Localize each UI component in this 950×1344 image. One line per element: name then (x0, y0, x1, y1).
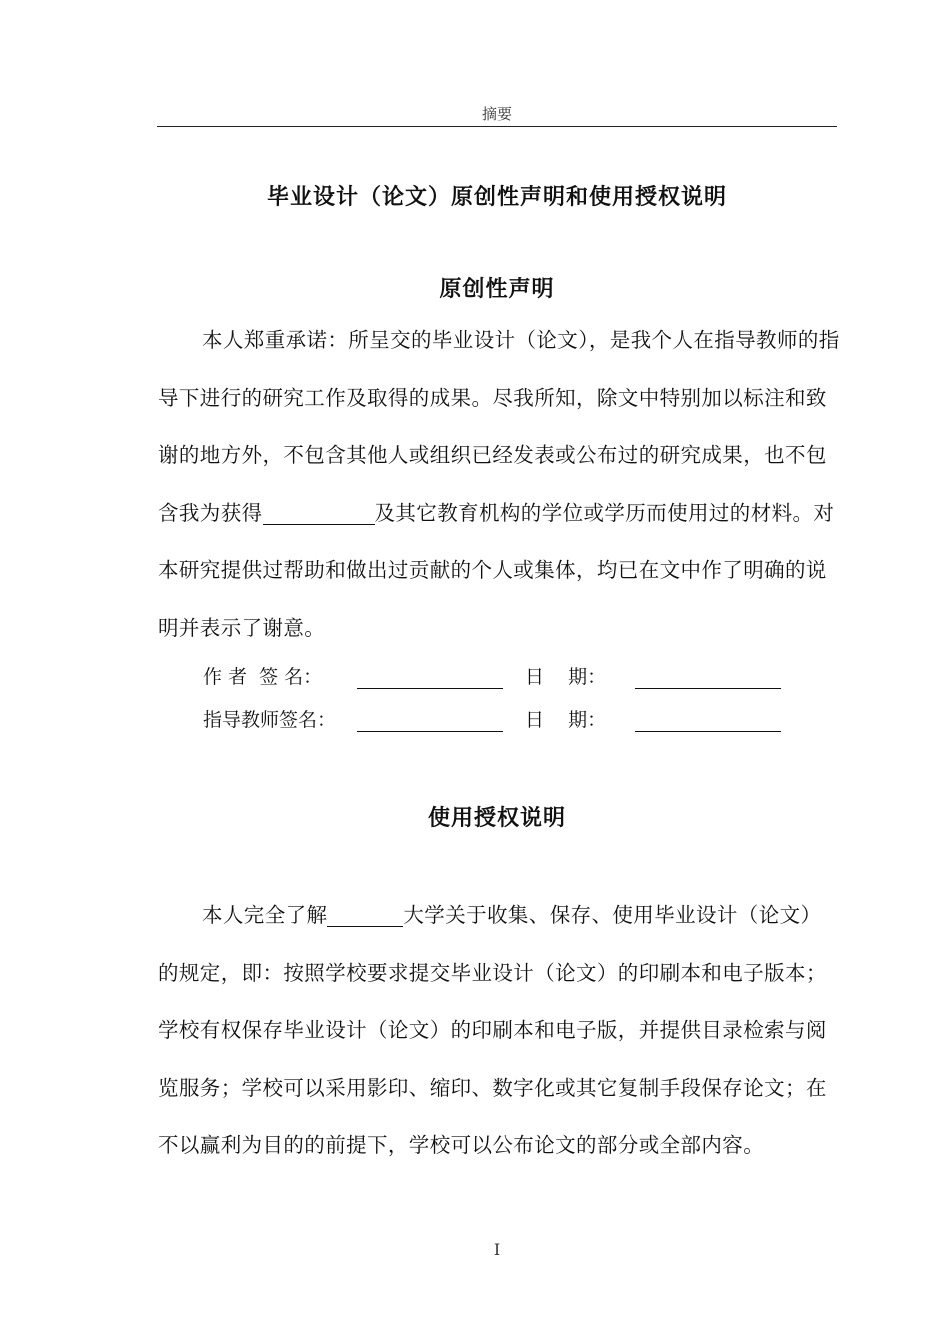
originality-text-part2: 及其它教育机构的学位或学历而使用过的材料。对本研究提供过帮助和做出过贡献的个人或集体，均已在文中作了明确的说明并表示了谢意。 (158, 500, 835, 640)
originality-statement (158, 312, 840, 658)
advisor-date-label: 日 期： (525, 709, 607, 731)
advisor-signature-label: 指导教师签名： (203, 709, 337, 731)
authorization-statement (158, 887, 840, 1175)
document-title: 毕业设计（论文）原创性声明和使用授权说明 (266, 185, 727, 210)
authorization-text-part1: 本人完全了解 (202, 903, 328, 927)
advisor-signature-line (357, 731, 503, 732)
authorization-heading: 使用授权说明 (427, 806, 566, 831)
header-divider (157, 126, 837, 127)
author-signature-line (357, 688, 503, 689)
author-date-label: 日 期： (525, 666, 607, 688)
author-signature-label: 作 者 签 名： (203, 666, 323, 688)
author-date-line (635, 688, 781, 689)
page-number: I (493, 1240, 501, 1259)
page-header: 摘要 (481, 105, 512, 123)
authorization-text-part2: 大学关于收集、保存、使用毕业设计（论文）的规定，即：按照学校要求提交毕业设计（论文）的印刷本和电子版本；学校有权保存毕业设计（论文）的印刷本和电子版，并提供目录检索与阅览服务；学校可以采用影印、缩印、数字化或其它复制手段保存论文；在不以赢利为目的的前提下，学校可以公布论文的部分或全部内容。 (158, 903, 827, 1158)
originality-text-part1: 本人郑重承诺：所呈交的毕业设计（论文），是我个人在指导教师的指导下进行的研究工作及取得的成果。尽我所知，除文中特别加以标注和致谢的地方外，不包含其他人或组织已经发表或公布过的研究成果，也不包含我为获得 (158, 328, 840, 525)
university-blank (327, 902, 403, 927)
advisor-date-line (635, 731, 781, 732)
institution-blank (263, 500, 375, 525)
originality-heading: 原创性声明 (439, 277, 555, 302)
